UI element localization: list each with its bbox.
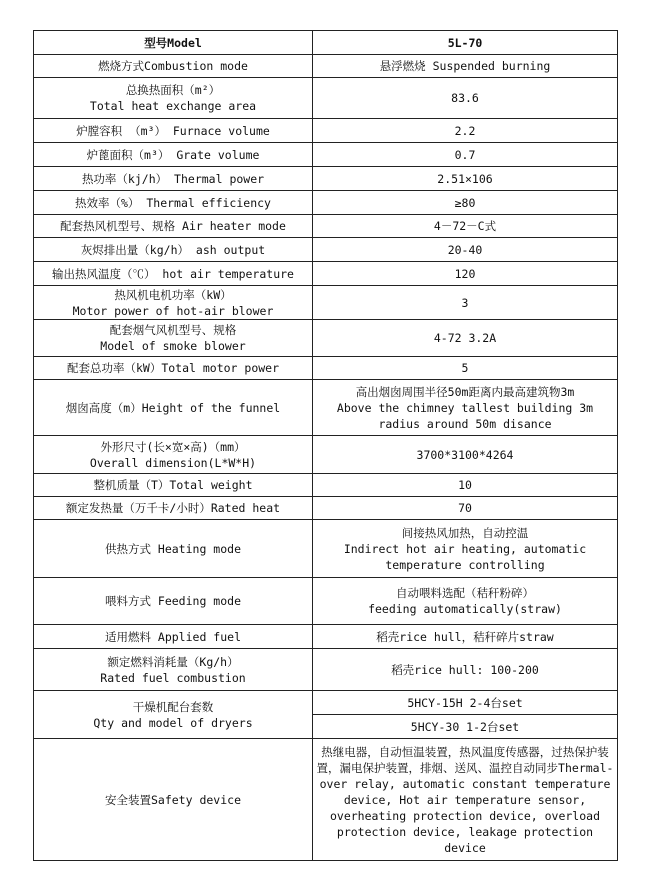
row-value-line: temperature controlling	[385, 557, 545, 572]
row-value-line: Indirect hot air heating, automatic	[343, 541, 587, 556]
row-value: 83.6	[313, 78, 618, 119]
row-value: 稻壳rice hull: 100-200	[313, 649, 618, 691]
row-label: 安全装置Safety device	[34, 739, 313, 861]
row-value: 悬浮燃烧 Suspended burning	[313, 55, 618, 78]
row-label	[34, 649, 313, 691]
row-label	[34, 691, 313, 739]
table-row	[34, 497, 618, 520]
row-value: 稻壳rice hull，秸秆碎片straw	[313, 625, 618, 649]
row-value: 120	[313, 262, 618, 286]
row-label: 灰烬排出量（kg/h） ash output	[34, 238, 313, 262]
row-label: 输出热风温度（℃） hot air temperature	[34, 262, 313, 286]
row-value-line: 间接热风加热，自动控温	[401, 525, 529, 540]
header-label: 型号Model	[34, 31, 313, 55]
spec-table	[33, 30, 618, 861]
row-value: 4－72－C式	[313, 215, 618, 238]
table-row	[34, 578, 618, 625]
row-label	[34, 78, 313, 119]
table-row	[34, 55, 618, 78]
row-label	[34, 320, 313, 357]
row-value: 2.2	[313, 119, 618, 143]
row-label-line: Overall dimension(L*W*H)	[89, 455, 257, 470]
row-label: 烟囱高度（m）Height of the funnel	[34, 380, 313, 436]
row-label-line: Total heat exchange area	[89, 99, 257, 113]
table-row	[34, 238, 618, 262]
row-value: 2.51×106	[313, 167, 618, 191]
header-row	[34, 31, 618, 55]
row-value: 70	[313, 497, 618, 520]
row-value-line: radius around 50m disance	[378, 416, 552, 431]
row-value-line: 自动喂料选配（秸秆粉碎）	[396, 586, 534, 600]
row-label: 燃烧方式Combustion mode	[34, 55, 313, 78]
table-row	[34, 286, 618, 320]
row-label-line: 外形尺寸(长×宽×高)（mm）	[100, 439, 246, 454]
row-value-line: Above the chimney tallest building 3m	[336, 400, 594, 415]
row-value: 10	[313, 474, 618, 497]
table-row	[34, 357, 618, 380]
row-value	[313, 520, 618, 578]
row-value-line: 高出烟囱周围半径50m距离内最高建筑物3m	[355, 384, 575, 399]
table-row	[34, 78, 618, 119]
table-row	[34, 380, 618, 436]
row-label: 配套总功率（kW）Total motor power	[34, 357, 313, 380]
table-row	[34, 520, 618, 578]
row-label: 热效率（%） Thermal efficiency	[34, 191, 313, 215]
row-label: 热功率（kj/h） Thermal power	[34, 167, 313, 191]
row-label-line: 总换热面积（m²）	[125, 83, 221, 97]
table-row	[34, 215, 618, 238]
row-label: 喂料方式 Feeding mode	[34, 578, 313, 625]
row-label-line: Qty and model of dryers	[93, 715, 253, 730]
row-label	[34, 436, 313, 474]
row-value: 0.7	[313, 143, 618, 167]
row-value: 20-40	[313, 238, 618, 262]
row-label: 配套热风机型号、规格 Air heater mode	[34, 215, 313, 238]
table-row	[34, 167, 618, 191]
row-label-line: Motor power of hot-air blower	[72, 303, 274, 318]
table-row	[34, 119, 618, 143]
row-label: 整机质量（T）Total weight	[34, 474, 313, 497]
table-row	[34, 691, 618, 715]
table-row	[34, 320, 618, 357]
row-label: 炉蓖面积（m³） Grate volume	[34, 143, 313, 167]
row-value-line: feeding automatically(straw)	[368, 602, 562, 616]
row-value: 3700*3100*4264	[313, 436, 618, 474]
row-label-line: Rated fuel combustion	[100, 670, 246, 685]
table-row	[34, 474, 618, 497]
row-label-line: Model of smoke blower	[100, 339, 246, 353]
row-label-line: 额定燃料消耗量（Kg/h）	[107, 654, 239, 669]
row-value: 热继电器，自动恒温装置，热风温度传感器，过热保护装置，漏电保护装置，排烟、送风、温控自动同步Thermal-over relay, automatic constant temperature device, Hot air temperature sensor, overheating protection device, overload protection device, leakage protection device	[313, 739, 618, 861]
row-value: 5HCY-15H 2-4台set	[313, 691, 618, 715]
table-row	[34, 436, 618, 474]
table-row	[34, 739, 618, 861]
row-value: 5	[313, 357, 618, 380]
row-label-line: 配套烟气风机型号、规格	[109, 323, 237, 337]
table-row	[34, 191, 618, 215]
row-label: 适用燃料 Applied fuel	[34, 625, 313, 649]
row-label	[34, 286, 313, 320]
row-label-line: 干燥机配台套数	[132, 699, 214, 714]
row-value: 4-72 3.2A	[313, 320, 618, 357]
table-row	[34, 625, 618, 649]
row-label: 炉膛容积 （m³） Furnace volume	[34, 119, 313, 143]
row-label: 额定发热量（万千卡/小时）Rated heat	[34, 497, 313, 520]
header-value: 5L-70	[313, 31, 618, 55]
row-label: 供热方式 Heating mode	[34, 520, 313, 578]
table-row	[34, 262, 618, 286]
row-value: 3	[313, 286, 618, 320]
row-label-line: 热风机电机功率（kW）	[114, 287, 232, 302]
table-row	[34, 649, 618, 691]
row-value: ≥80	[313, 191, 618, 215]
row-value	[313, 578, 618, 625]
row-value	[313, 380, 618, 436]
row-value: 5HCY-30 1-2台set	[313, 715, 618, 739]
table-row	[34, 143, 618, 167]
